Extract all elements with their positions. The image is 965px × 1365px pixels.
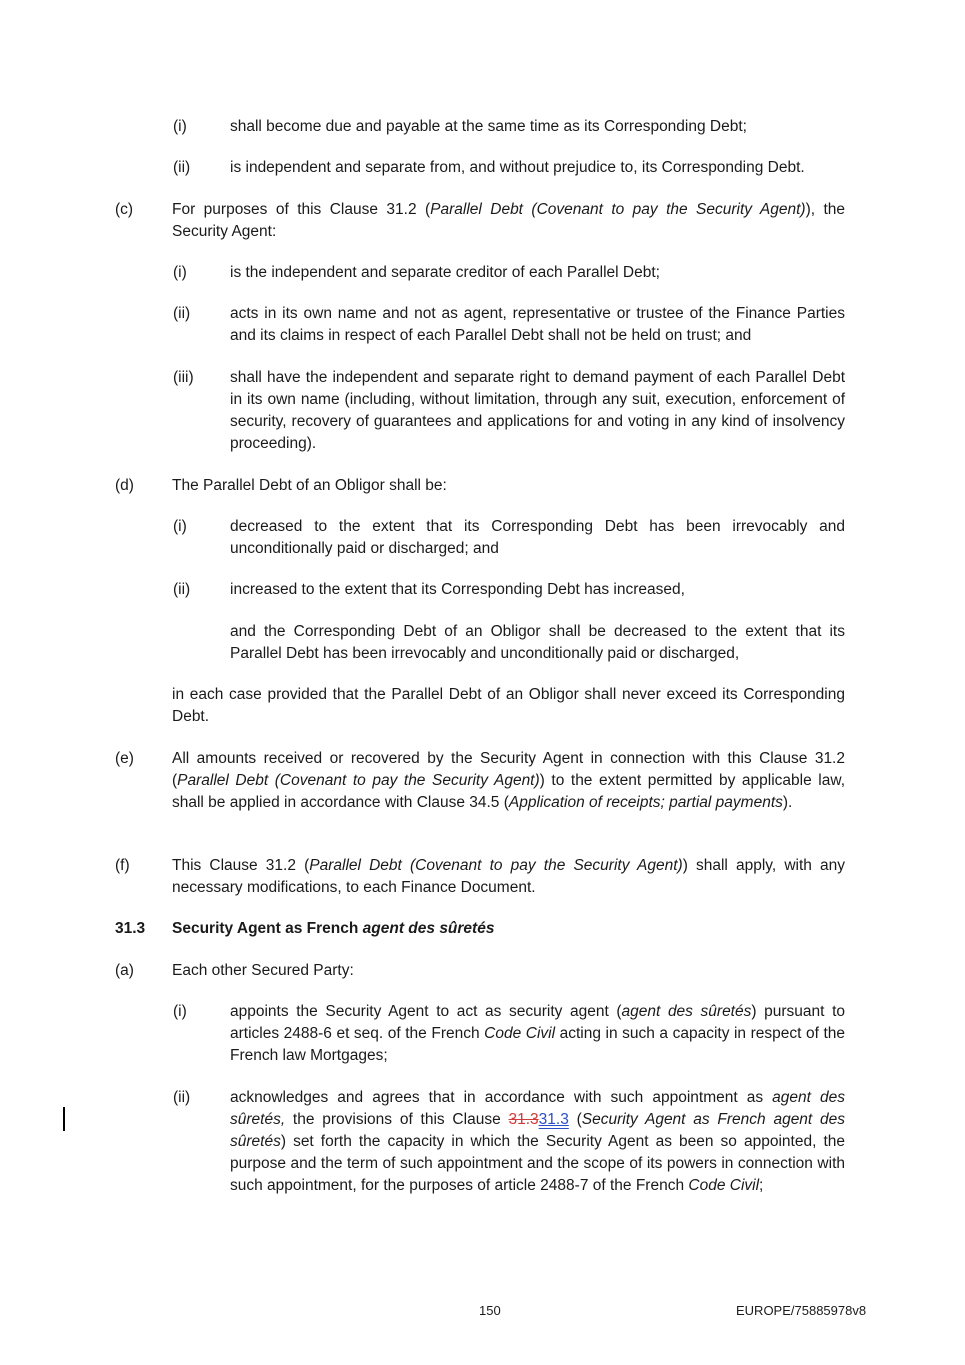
paragraph: appoints the Security Agent to act as security agent (agent des sûretés) pursuant to articles 2488-6 et seq. of the French Code Civil acting in such a capacity in respect of the French law Mortgages; — [230, 1003, 846, 1064]
item-label: (c) — [115, 201, 134, 218]
deleted-text: 31.3 — [508, 1111, 539, 1128]
paragraph: increased to the extent that its Corresponding Debt has increased, — [230, 581, 685, 598]
item-label: (a) — [115, 962, 134, 979]
paragraph: This Clause 31.2 (Parallel Debt (Covenant to pay the Security Agent)) shall apply, with any necessary modifications, to each Finance Document. — [172, 857, 846, 896]
paragraph: shall become due and payable at the same time as its Corresponding Debt; — [230, 118, 747, 135]
item-label: (i) — [173, 264, 187, 281]
section-number: 31.3 — [115, 920, 146, 937]
paragraph: The Parallel Debt of an Obligor shall be: — [172, 477, 447, 494]
item-label: (ii) — [173, 305, 191, 322]
paragraph: acts in its own name and not as agent, representative or trustee of the Finance Parties and its claims in respect of each Parallel Debt shall not be held on trust; and — [230, 305, 845, 344]
paragraph: acknowledges and agrees that in accordance with such appointment as agent des sûretés, the provisions of this Clause 31.331.3 (Security Agent as French agent des sûretés) set forth the capacity in which the Security Agent as been so appointed, the purpose and the term of such appointment and the scope of its powers in connection with such appointment, for the purposes of article 2488-7 of the French Code Civil; — [230, 1089, 846, 1194]
document-reference: EUROPE/75885978v8 — [736, 1303, 867, 1318]
item-label: (i) — [173, 118, 187, 135]
paragraph: in each case provided that the Parallel Debt of an Obligor shall never exceed its Corresponding Debt. — [172, 686, 845, 725]
item-label: (ii) — [173, 159, 191, 176]
item-label: (ii) — [173, 581, 191, 598]
paragraph: Each other Secured Party: — [172, 962, 354, 979]
item-label: (e) — [115, 750, 134, 767]
section-heading: Security Agent as French agent des sûretés — [172, 920, 495, 937]
paragraph: is the independent and separate creditor of each Parallel Debt; — [230, 264, 660, 281]
paragraph: is independent and separate from, and without prejudice to, its Corresponding Debt. — [230, 159, 805, 176]
paragraph: shall have the independent and separate right to demand payment of each Parallel Debt in its own name (including, without limitation, through any suit, execution, enforcement of security, recovery of guarantees and applications for and voting in any kind of insolvency proceeding). — [230, 369, 845, 452]
paragraph: For purposes of this Clause 31.2 (Parallel Debt (Covenant to pay the Security Agent)), the Security Agent: — [172, 201, 845, 240]
change-bar — [63, 1107, 65, 1131]
item-label: (d) — [115, 477, 134, 494]
paragraph: decreased to the extent that its Corresponding Debt has been irrevocably and unconditionally paid or discharged; and — [230, 518, 845, 557]
item-label: (i) — [173, 518, 187, 535]
item-label: (ii) — [173, 1089, 191, 1106]
item-label: (f) — [115, 857, 130, 874]
paragraph: and the Corresponding Debt of an Obligor shall be decreased to the extent that its Parallel Debt has been irrevocably and unconditionally paid or discharged, — [230, 623, 845, 662]
paragraph: All amounts received or recovered by the Security Agent in connection with this Clause 31.2 (Parallel Debt (Covenant to pay the Security Agent)) to the extent permitted by applicable law, shall be applied in accordance with Clause 34.5 (Application of receipts; partial payments). — [172, 750, 845, 811]
item-label: (iii) — [173, 369, 194, 386]
inserted-link[interactable]: 31.3 — [538, 1111, 569, 1128]
page-number: 150 — [479, 1303, 501, 1318]
item-label: (i) — [173, 1003, 187, 1020]
